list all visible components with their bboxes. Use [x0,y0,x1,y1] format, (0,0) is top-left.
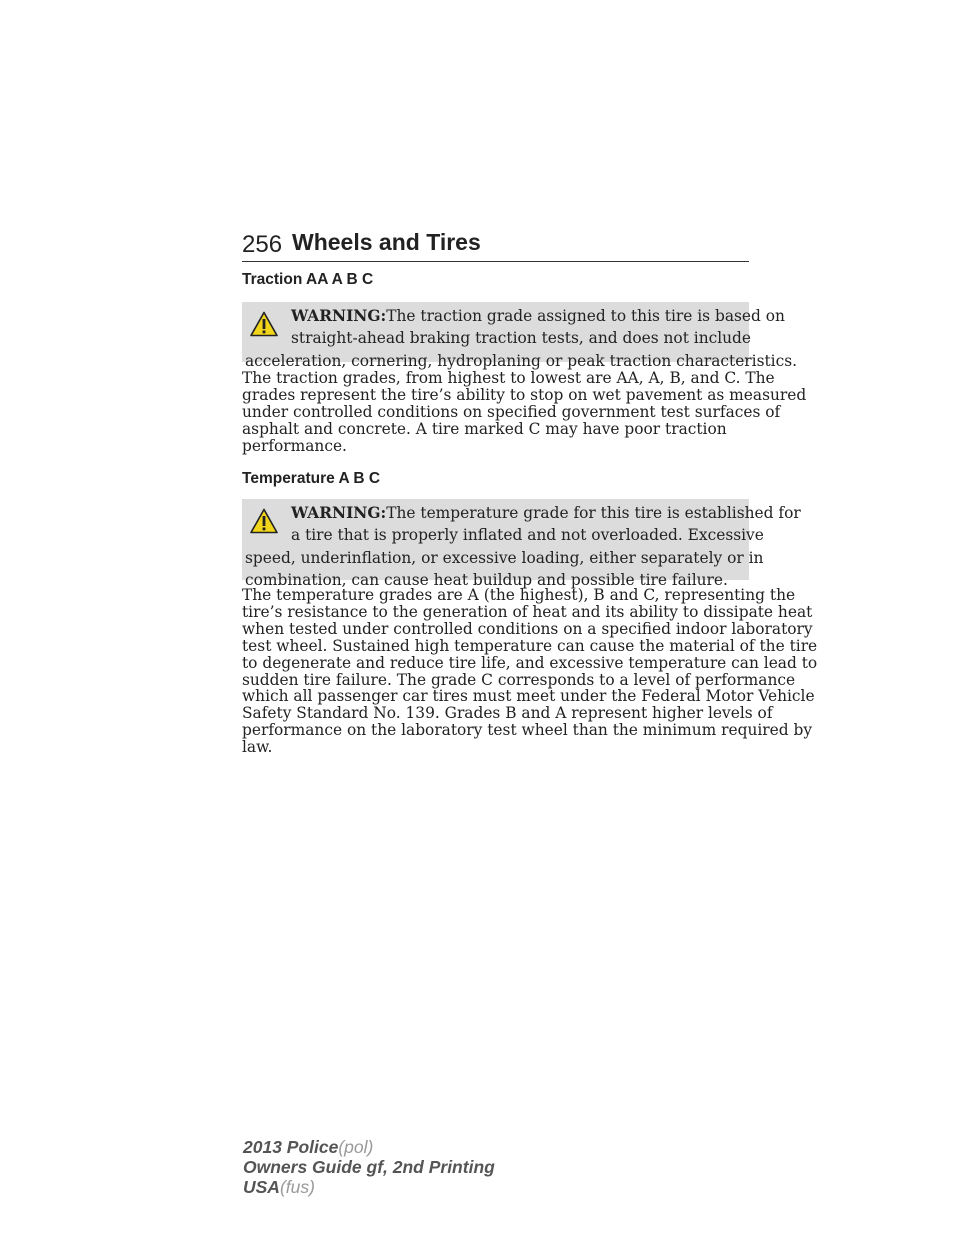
paragraph-line: when tested under controlled conditions on a specified indoor laboratory [242,619,813,638]
warning-line: straight-ahead braking traction tests, and does not include [291,329,752,348]
paragraph-line: Safety Standard No. 139. Grades B and A represent higher levels of [242,704,773,723]
paragraph-line: test wheel. Sustained high temperature can cause the material of the tire [242,636,818,655]
warning-line: WARNING:The temperature grade for this tire is established for [291,504,801,522]
warning-line: combination, can cause heat buildup and possible tire failure. [245,570,728,589]
footer-line: 2013 Police(pol) [243,1137,374,1157]
paragraph-line: The traction grades, from highest to lowest are AA, A, B, and C. The [242,369,775,387]
paragraph-line: under controlled conditions on specified government test surfaces of [242,402,781,421]
paragraph-line: law. [242,738,273,757]
paragraph-line: The temperature grades are A (the highest), B and C, representing the [242,586,796,604]
warning-line: WARNING:The traction grade assigned to this tire is based on [291,307,785,325]
traction-warning-box [242,302,798,370]
paragraph-line: asphalt and concrete. A tire marked C may have poor traction [242,419,727,438]
paragraph-line: performance on the laboratory test wheel than the minimum required by [242,721,813,740]
traction-paragraph [242,369,807,455]
paragraph-line: to degenerate and reduce tire life, and excessive temperature can lead to [242,653,818,672]
warning-triangle-icon [250,508,278,534]
paragraph-line: tire’s resistance to the generation of heat and its ability to dissipate heat [242,602,813,621]
paragraph-line: performance. [242,436,347,455]
temperature-heading: Temperature A B C [242,470,381,487]
warning-line: acceleration, cornering, hydroplaning or peak traction characteristics. [245,351,798,370]
footer-line: Owners Guide gf, 2nd Printing [243,1157,495,1177]
temperature-warning-box [242,499,801,589]
chapter-title: Wheels and Tires [292,229,481,255]
paragraph-line: which all passenger car tires must meet under the Federal Motor Vehicle [242,687,815,706]
warning-triangle-icon [250,311,278,337]
warning-label: WARNING: [291,307,387,325]
document-footer [243,1137,495,1197]
traction-heading: Traction AA A B C [242,271,374,288]
page-number: 256 [242,231,283,258]
paragraph-line: grades represent the tire’s ability to stop on wet pavement as measured [242,385,807,404]
temperature-paragraph [242,586,818,757]
warning-line: speed, underinflation, or excessive loading, either separately or in [245,548,764,567]
warning-line: a tire that is properly inflated and not overloaded. Excessive [291,526,764,545]
paragraph-line: sudden tire failure. The grade C corresponds to a level of performance [242,670,796,689]
warning-label: WARNING: [291,504,387,522]
footer-line: USA(fus) [243,1177,315,1197]
page-header [242,227,749,262]
